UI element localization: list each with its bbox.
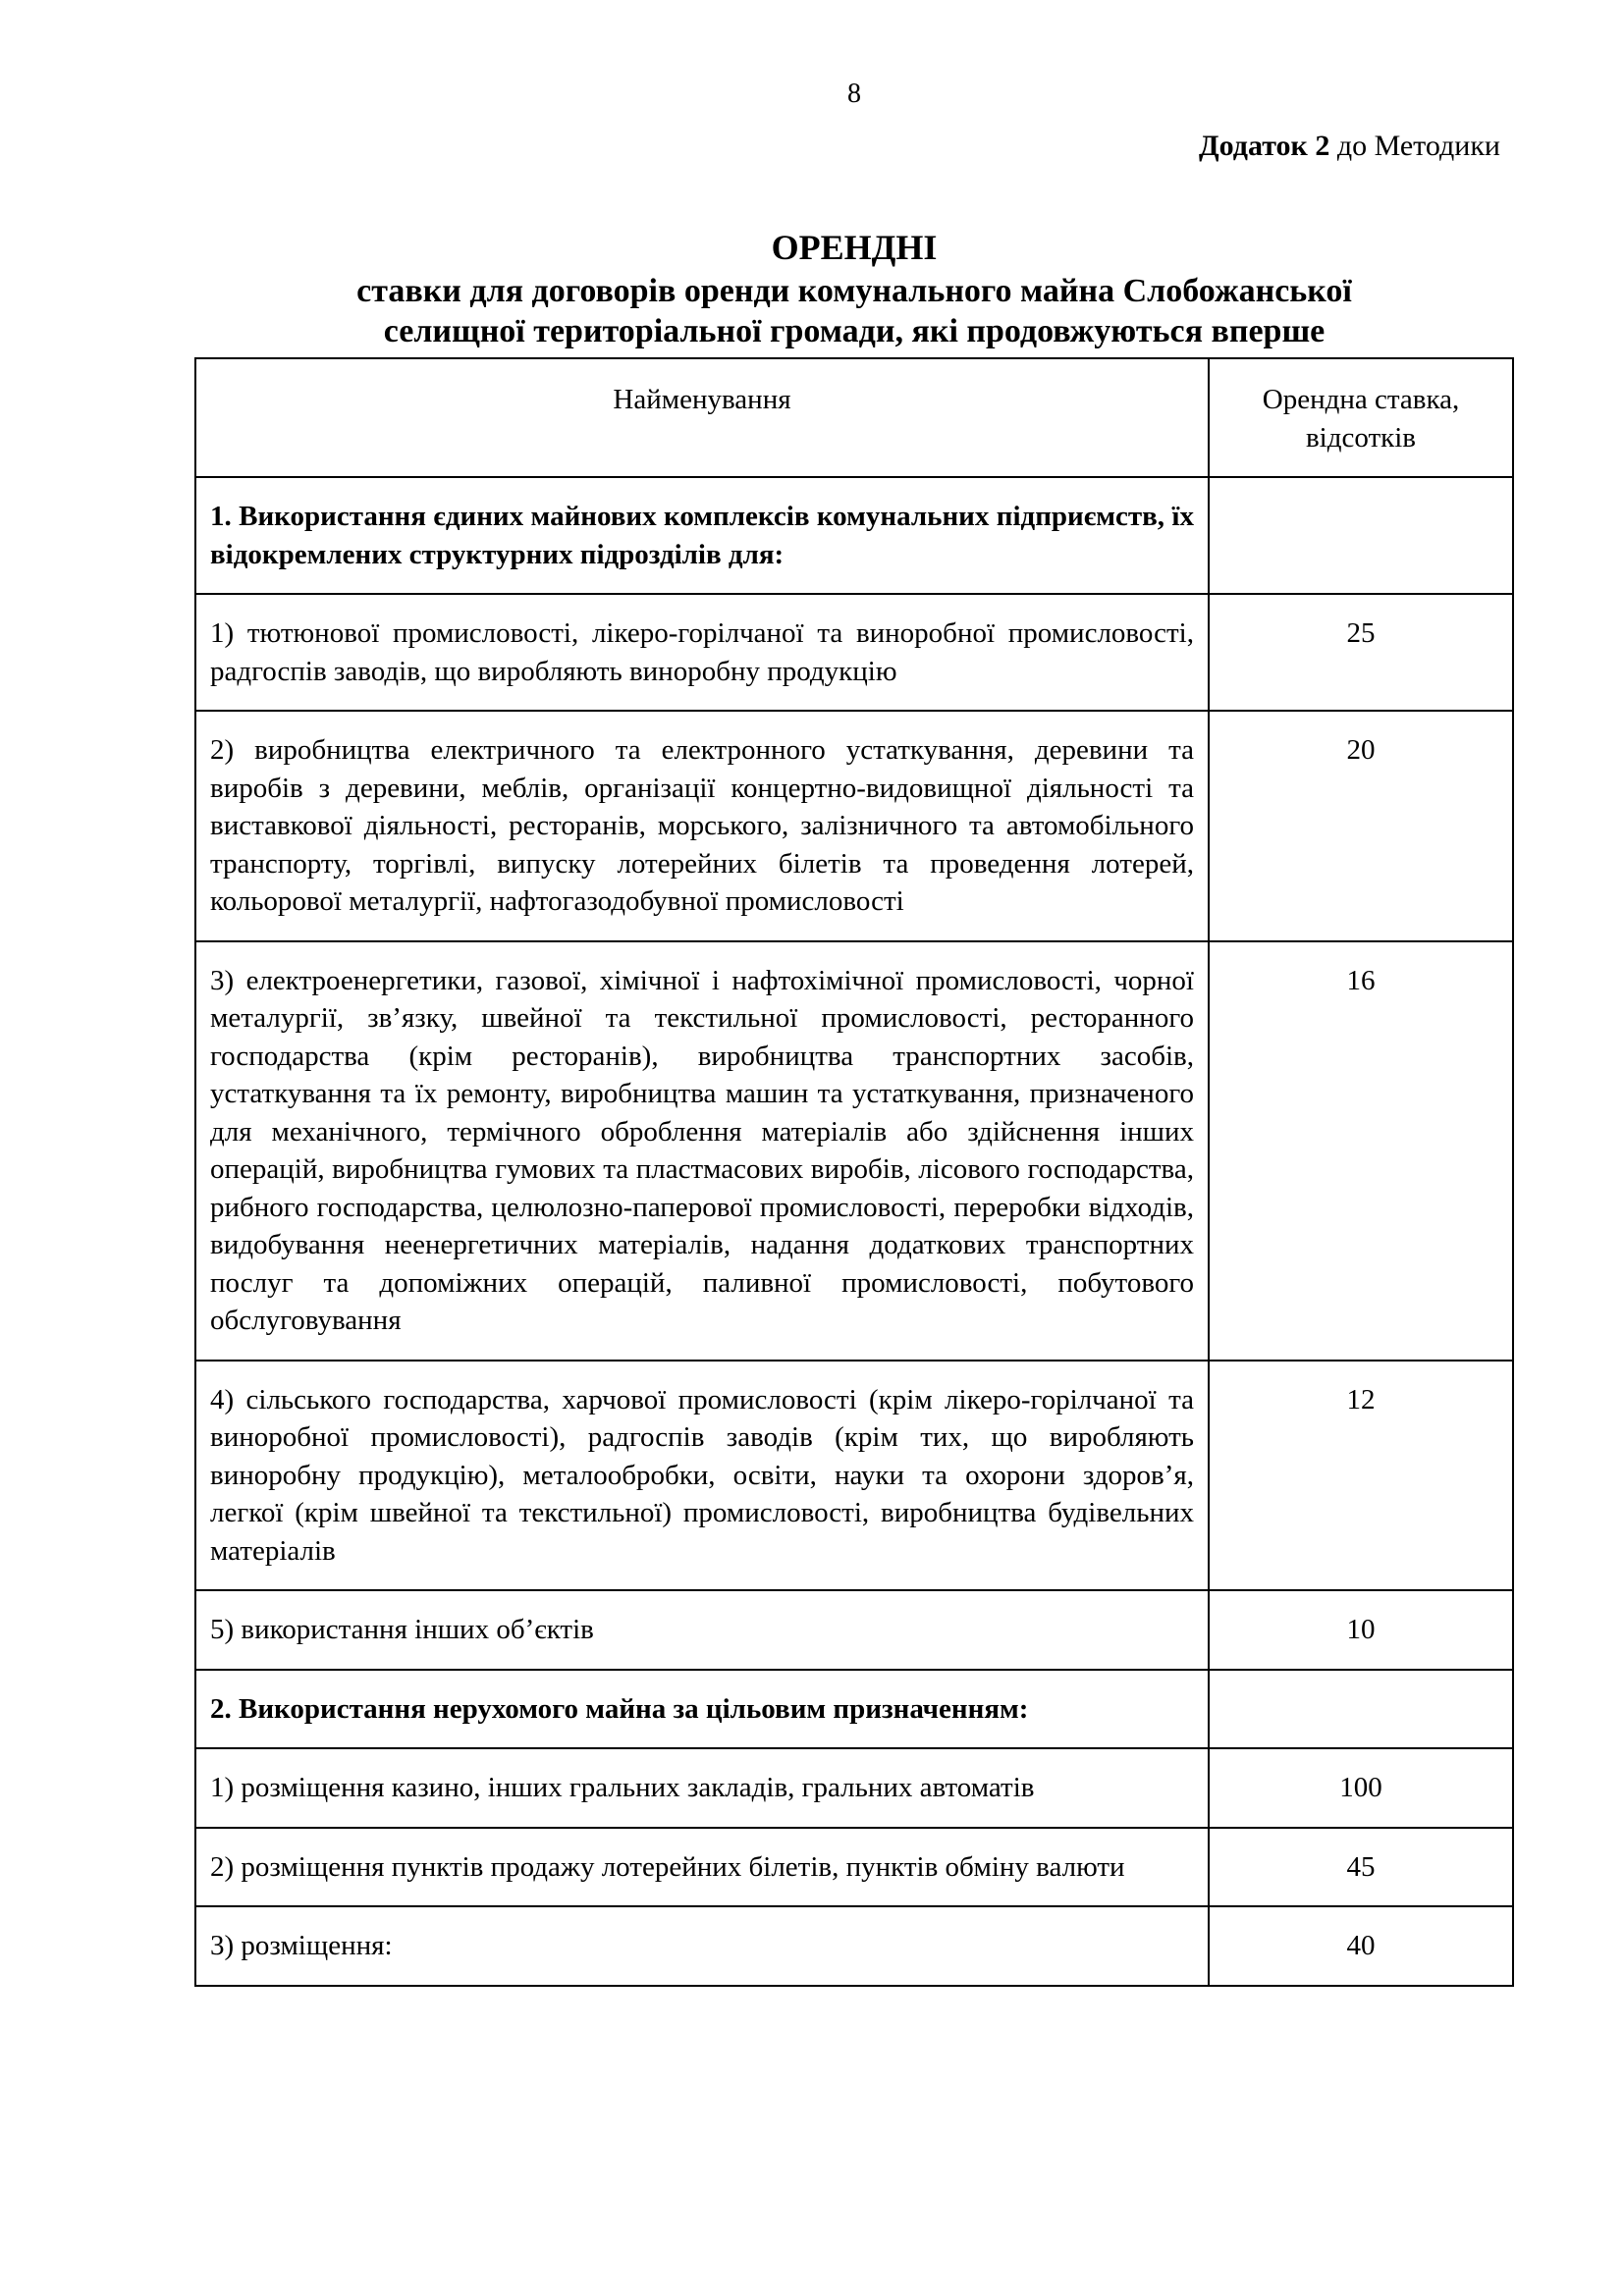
table-row <box>195 1590 1513 1670</box>
row-rate: 25 <box>1209 594 1513 711</box>
appendix-text: до Методики <box>1329 130 1500 162</box>
table-header-row <box>195 358 1513 477</box>
row-name: 1) тютюнової промисловості, лікеро-горілчаної та виноробної промисловості, радгоспів заводів, що виробляють виноробну продукцію <box>195 594 1209 711</box>
row-name: 2) розміщення пунктів продажу лотерейних білетів, пунктів обміну валюти <box>195 1828 1209 1907</box>
row-rate: 20 <box>1209 711 1513 941</box>
table-row <box>195 1670 1513 1749</box>
appendix-label: Додаток 2 <box>1199 130 1330 162</box>
row-rate: 100 <box>1209 1748 1513 1828</box>
row-rate: 40 <box>1209 1906 1513 1986</box>
column-header-name: Найменування <box>195 358 1209 477</box>
appendix-reference <box>1199 130 1500 163</box>
row-name: 2. Використання нерухомого майна за цільовим призначенням: <box>195 1670 1209 1749</box>
table-row <box>195 711 1513 941</box>
subtitle-line-2: селищної територіальної громади, які продовжуються вперше <box>383 313 1326 349</box>
row-rate: 12 <box>1209 1361 1513 1591</box>
document-subtitle <box>0 271 1624 351</box>
table-row <box>195 594 1513 711</box>
table-row <box>195 1361 1513 1591</box>
row-name: 3) розміщення: <box>195 1906 1209 1986</box>
page-number: 8 <box>847 79 861 109</box>
table-body <box>195 477 1513 1986</box>
row-rate: 45 <box>1209 1828 1513 1907</box>
row-rate: 16 <box>1209 941 1513 1361</box>
table-row <box>195 1906 1513 1986</box>
row-name: 2) виробництва електричного та електронного устаткування, деревини та виробів з деревини, меблів, організації концертно-видовищної діяльності та виставкової діяльності, ресторанів, морського, залізничного та автомобільного транспорту, торгівлі, випуску лотерейних білетів та проведення лотерей, кольорової металургії, нафтогазодобувної промисловості <box>195 711 1209 941</box>
row-rate <box>1209 1670 1513 1749</box>
subtitle-line-1: ставки для договорів оренди комунального майна Слобожанської <box>356 273 1352 309</box>
table-row <box>195 1828 1513 1907</box>
table-row <box>195 477 1513 594</box>
row-name: 1) розміщення казино, інших гральних закладів, гральних автоматів <box>195 1748 1209 1828</box>
row-rate <box>1209 477 1513 594</box>
column-header-rate: Орендна ставка, відсотків <box>1209 358 1513 477</box>
row-name: 5) використання інших об’єктів <box>195 1590 1209 1670</box>
row-name: 4) сільського господарства, харчової промисловості (крім лікеро-горілчаної та виноробної промисловості), радгоспів заводів (крім тих, що виробляють виноробну продукцію), металообробки, освіти, науки та охорони здоров’я, легкої (крім швейної та текстильної) промисловості, виробництва будівельних матеріалів <box>195 1361 1209 1591</box>
document-title: ОРЕНДНІ <box>771 228 938 267</box>
table-row <box>195 1748 1513 1828</box>
row-name: 3) електроенергетики, газової, хімічної і нафтохімічної промисловості, чорної металургії, зв’язку, швейної та текстильної промисловості, ресторанного господарства (крім ресторанів), виробництва транспортних засобів, устаткування та їх ремонту, виробництва машин та устаткування, призначеного для механічного, термічного оброблення матеріалів або здійснення інших операцій, виробництва гумових та пластмасових виробів, лісового господарства, рибного господарства, целюлозно-паперової промисловості, переробки відходів, видобування неенергетичних матеріалів, надання додаткових транспортних послуг та допоміжних операцій, паливної промисловості, побутового обслуговування <box>195 941 1209 1361</box>
rental-rates-table <box>194 357 1514 1987</box>
table-row <box>195 941 1513 1361</box>
row-name: 1. Використання єдиних майнових комплексів комунальних підприємств, їх відокремлених структурних підрозділів для: <box>195 477 1209 594</box>
row-rate: 10 <box>1209 1590 1513 1670</box>
